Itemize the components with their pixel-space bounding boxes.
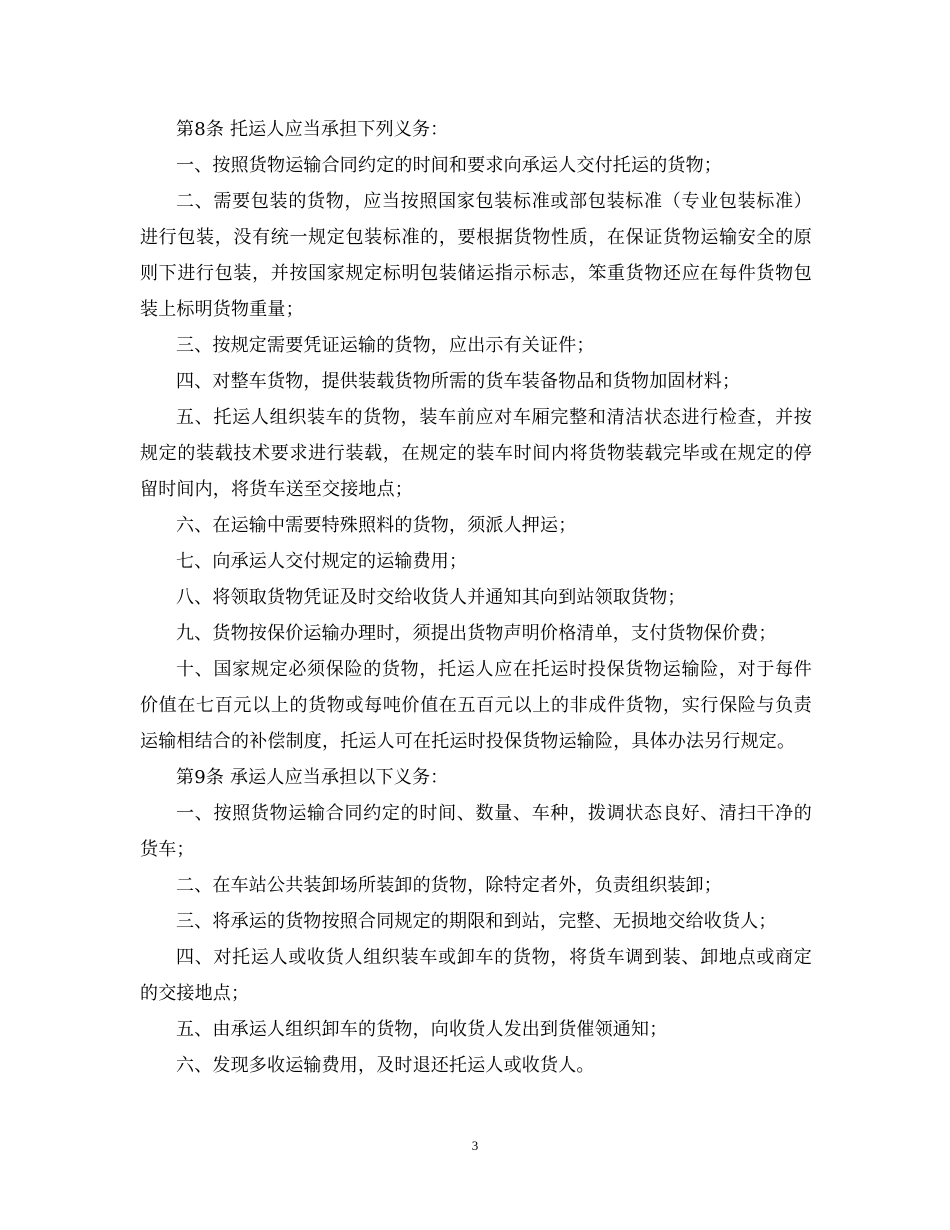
- article-9-item-4: 四、对托运人或收货人组织装车或卸车的货物，将货车调到装、卸地点或商定的交接地点；: [140, 947, 812, 1004]
- article-8-item-9: 九、货物按保价运输办理时，须提出货物声明价格清单，支付货物保价费；: [176, 623, 777, 644]
- article-8-item-6: 六、在运输中需要特殊照料的货物，须派人押运；: [176, 515, 577, 536]
- article-9-item-1: 一、按照货物运输合同约定的时间、数量、车种，拨调状态良好、清扫干净的货车；: [140, 803, 812, 860]
- article-8-item-1: 一、按照货物运输合同约定的时间和要求向承运人交付托运的货物；: [176, 155, 722, 176]
- article-8-item-3: 三、按规定需要凭证运输的货物，应出示有关证件；: [176, 335, 595, 356]
- article-8-item-4: 四、对整车货物，提供装载货物所需的货车装备物品和货物加固材料；: [176, 371, 741, 392]
- article-9-item-6: 六、发现多收运输费用，及时退还托运人或收货人。: [176, 1055, 595, 1076]
- document-body: [140, 112, 812, 1084]
- article-8-item-8: 八、将领取货物凭证及时交给收货人并通知其向到站领取货物；: [176, 587, 686, 608]
- article-9-item-5: 五、由承运人组织卸车的货物，向收货人发出到货催领通知；: [176, 1019, 668, 1040]
- article-9-item-3: 三、将承运的货物按照合同规定的期限和到站，完整、无损地交给收货人；: [176, 911, 777, 932]
- page-number: 3: [471, 1138, 479, 1153]
- article-9-heading: 第9条 承运人应当承担以下义务：: [176, 767, 449, 788]
- article-8-heading: 第8条 托运人应当承担下列义务：: [176, 119, 449, 140]
- article-9-item-2: 二、在车站公共装卸场所装卸的货物，除特定者外，负责组织装卸；: [176, 875, 722, 896]
- article-8-item-5: 五、托运人组织装车的货物，装车前应对车厢完整和清洁状态进行检查，并按规定的装载技术要求进行装载，在规定的装车时间内将货物装载完毕或在规定的停留时间内，将货车送至交接地点；: [140, 407, 812, 500]
- article-8-item-7: 七、向承运人交付规定的运输费用；: [176, 551, 468, 572]
- article-8-item-10: 十、国家规定必须保险的货物，托运人应在托运时投保货物运输险，对于每件价值在七百元以上的货物或每吨价值在五百元以上的非成件货物，实行保险与负责运输相结合的补偿制度，托运人可在托运时投保货物运输险，具体办法另行规定。: [140, 659, 812, 752]
- article-8-item-2: 二、需要包装的货物，应当按照国家包装标准或部包装标准（专业包装标准）进行包装，没有统一规定包装标准的，要根据货物性质，在保证货物运输安全的原则下进行包装，并按国家规定标明包装储运指示标志，笨重货物还应在每件货物包装上标明货物重量；: [140, 191, 812, 320]
